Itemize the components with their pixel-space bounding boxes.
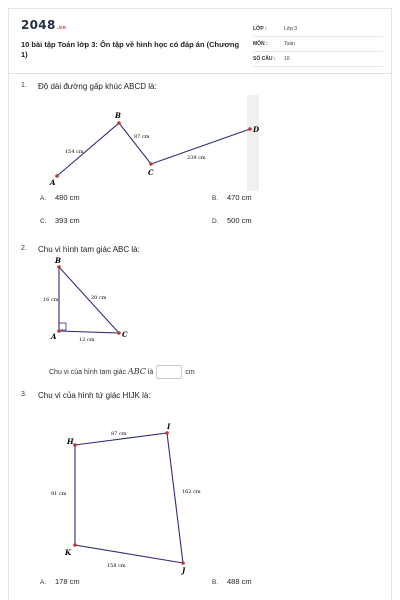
option-text: 178 cm [55, 577, 80, 586]
fill-in-sentence [49, 365, 195, 379]
meta-row-subject [253, 38, 383, 52]
option-a[interactable] [40, 193, 80, 202]
question-number: 2. [21, 245, 27, 252]
option-text: 470 cm [227, 193, 252, 202]
option-text: 480 cm [55, 193, 80, 202]
segment-cd-length: 239 cm [187, 155, 206, 161]
point-h [73, 443, 77, 447]
point-b [57, 265, 61, 269]
option-d[interactable] [212, 216, 252, 225]
quadrilateral-figure [9, 407, 269, 577]
question-text: Chu vi của hình tứ giác HIJK là: [38, 391, 151, 400]
option-letter: C. [40, 218, 47, 225]
label-c: C [122, 330, 128, 339]
point-i [165, 431, 169, 435]
option-text: 393 cm [55, 216, 80, 225]
site-logo[interactable] [21, 18, 66, 32]
segment-ab-length: 154 cm [65, 149, 84, 155]
label-d: D [253, 125, 260, 134]
option-letter: B. [212, 195, 219, 202]
segment-bc-length: 87 cm [134, 134, 150, 140]
side-hi-length: 87 cm [111, 431, 127, 437]
label-c: C [148, 168, 154, 177]
point-k [73, 543, 77, 547]
quadrilateral-hijk [75, 433, 183, 563]
side-ij-length: 162 cm [182, 489, 201, 495]
meta-label: SỐ CÂU : [253, 56, 276, 62]
right-angle-mark [59, 323, 66, 330]
side-ac-length: 12 cm [79, 337, 95, 343]
option-text: 488 cm [227, 577, 252, 586]
figure-highlight-strip [247, 95, 259, 191]
label-a: A [50, 178, 56, 187]
option-letter: B. [212, 579, 219, 586]
option-b[interactable] [212, 193, 252, 202]
meta-label: MÔN : [253, 41, 268, 47]
question-number: 3. [21, 391, 27, 398]
option-a[interactable] [40, 577, 80, 586]
question-text: Chu vi hình tam giác ABC là: [38, 245, 140, 254]
label-b: B [115, 111, 121, 120]
meta-row-grade [253, 23, 383, 37]
label-h: H [67, 437, 74, 446]
label-k: K [65, 548, 72, 557]
option-c[interactable] [40, 216, 80, 225]
option-letter: A. [40, 195, 47, 202]
option-text: 500 cm [227, 216, 252, 225]
fill-unit: cm [185, 368, 195, 376]
fill-figure-name: ABC [128, 366, 146, 376]
point-j [181, 561, 185, 565]
triangle-figure [9, 257, 169, 349]
fill-prefix: Chu vi của hình tam giác [49, 368, 127, 376]
meta-value: Toán [284, 41, 295, 47]
side-bc-length: 20 cm [91, 295, 107, 301]
point-c [117, 331, 121, 335]
meta-row-count [253, 53, 383, 67]
option-b[interactable] [212, 577, 252, 586]
worksheet-title: 10 bài tập Toán lớp 3: Ôn tập về hình học có đáp án (Chương 1) [21, 40, 240, 59]
meta-value: Lớp 3 [284, 26, 298, 32]
point-d [248, 127, 252, 131]
triangle-abc [59, 267, 119, 333]
label-b: B [55, 257, 61, 265]
point-a [57, 329, 61, 333]
side-jk-length: 158 cm [107, 563, 126, 569]
label-a: A [51, 332, 57, 341]
question-number: 1. [21, 82, 27, 89]
side-ab-length: 16 cm [43, 297, 59, 303]
side-kh-length: 91 cm [51, 491, 67, 497]
fill-suffix: là [147, 368, 154, 376]
worksheet-page [8, 8, 392, 600]
worksheet-header [9, 9, 393, 74]
point-a [55, 174, 59, 178]
worksheet-meta [253, 23, 383, 68]
question-text: Độ dài đường gấp khúc ABCD là: [38, 82, 157, 91]
label-j: J [182, 566, 186, 575]
polyline-figure [9, 95, 393, 195]
point-b [117, 121, 121, 125]
option-letter: A. [40, 579, 47, 586]
meta-label: LỚP : [253, 26, 267, 32]
option-letter: D. [212, 218, 219, 225]
answer-input-box[interactable] [156, 365, 182, 379]
meta-value: 10 [284, 56, 290, 62]
point-c [149, 162, 153, 166]
label-i: I [167, 422, 171, 431]
logo-main: 2048 [21, 18, 56, 32]
logo-sub: .vn [56, 25, 67, 31]
